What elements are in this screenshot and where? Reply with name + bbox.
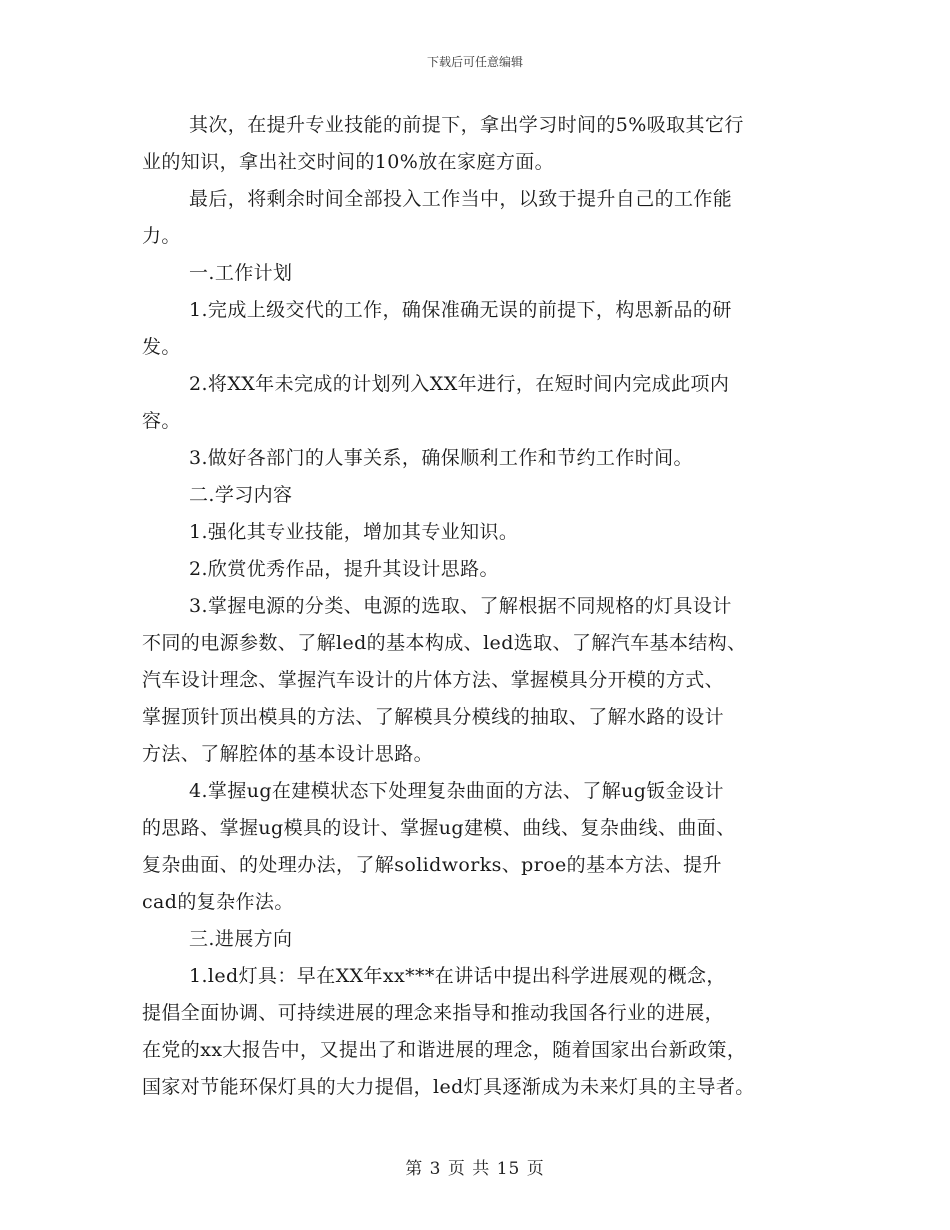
document-body (142, 107, 832, 1106)
text-line: 的思路、掌握ug模具的设计、掌握ug建模、曲线、复杂曲线、曲面、 (142, 817, 736, 839)
page-footer: 第 3 页 共 15 页 (405, 1159, 545, 1179)
text-line: 掌握顶针顶出模具的方法、了解模具分模线的抽取、了解水路的设计 (142, 706, 725, 728)
text-line: 1.led灯具：早在XX年xx***在讲话中提出科学进展观的概念， (189, 965, 726, 987)
page-header: 下载后可任意编辑 (426, 55, 523, 69)
text-line: 提倡全面协调、可持续进展的理念来指导和推动我国各行业的进展， (142, 1002, 725, 1024)
text-line: 在党的xx大报告中，又提出了和谐进展的理念，随着国家出台新政策， (142, 1039, 747, 1061)
text-line: 力。 (142, 225, 181, 247)
text-line: 2.将XX年未完成的计划列入XX年进行，在短时间内完成此项内 (189, 373, 730, 395)
text-line: 三.进展方向 (189, 928, 293, 950)
text-line: 1.完成上级交代的工作，确保准确无误的前提下，构思新品的研 (189, 299, 732, 321)
text-line: 方法、了解腔体的基本设计思路。 (142, 743, 434, 765)
text-line: 最后，将剩余时间全部投入工作当中，以致于提升自己的工作能 (189, 188, 733, 210)
text-line: 国家对节能环保灯具的大力提倡，led灯具逐渐成为未来灯具的主导者。 (142, 1076, 755, 1098)
text-line: cad的复杂作法。 (142, 891, 294, 913)
text-line: 2.欣赏优秀作品，提升其设计思路。 (189, 558, 499, 580)
text-line: 一.工作计划 (189, 262, 293, 284)
text-line: 二.学习内容 (189, 484, 293, 506)
text-line: 业的知识，拿出社交时间的10%放在家庭方面。 (142, 151, 555, 173)
text-line: 其次，在提升专业技能的前提下，拿出学习时间的5%吸取其它行 (189, 114, 744, 136)
text-line: 容。 (142, 410, 181, 432)
text-line: 1.强化其专业技能，增加其专业知识。 (189, 521, 519, 543)
text-line: 3.掌握电源的分类、电源的选取、了解根据不同规格的灯具设计 (189, 595, 732, 617)
text-line: 复杂曲面、的处理办法，了解solidworks、proe的基本方法、提升 (142, 854, 722, 876)
text-line: 汽车设计理念、掌握汽车设计的片体方法、掌握模具分开模的方式、 (142, 669, 725, 691)
text-line: 发。 (142, 336, 181, 358)
text-line: 4.掌握ug在建模状态下处理复杂曲面的方法、了解ug钣金设计 (189, 780, 724, 802)
text-line: 不同的电源参数、了解led的基本构成、led选取、了解汽车基本结构、 (142, 632, 747, 654)
text-line: 3.做好各部门的人事关系，确保顺利工作和节约工作时间。 (189, 447, 693, 469)
